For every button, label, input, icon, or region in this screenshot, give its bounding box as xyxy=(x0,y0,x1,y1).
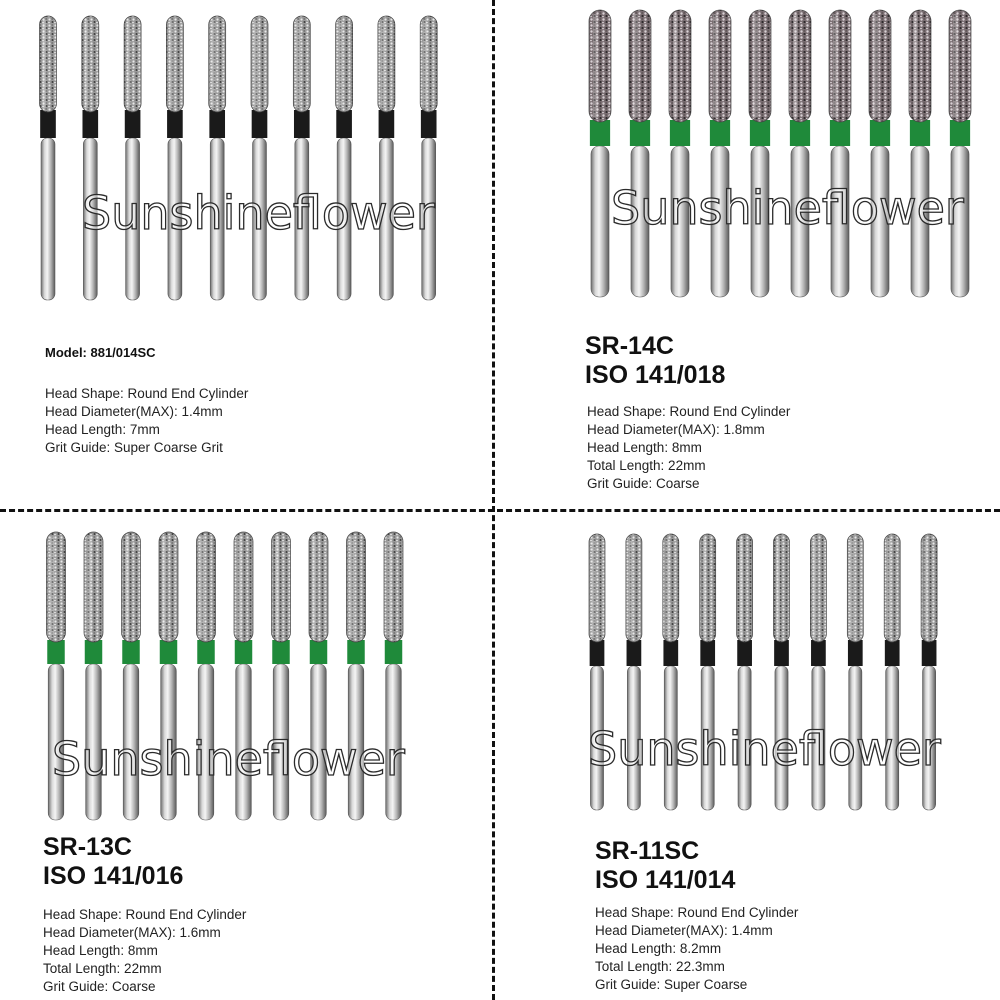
horizontal-divider xyxy=(0,509,1000,512)
bur-color-band xyxy=(82,110,98,138)
spec-head-length: Head Length: 8mm xyxy=(43,943,158,958)
bur-diamond-head xyxy=(84,532,103,642)
dental-bur xyxy=(909,10,931,297)
bur-row xyxy=(500,500,1000,830)
bur-shank xyxy=(41,138,55,300)
bur-highlight xyxy=(850,538,854,638)
bur-highlight xyxy=(813,538,817,638)
bur-diamond-head xyxy=(122,532,141,642)
model-label: Model: 881/014SC xyxy=(45,345,156,360)
dental-bur xyxy=(336,16,353,300)
bur-color-band xyxy=(670,120,690,146)
bur-diamond-head xyxy=(336,16,353,112)
spec-head-length: Head Length: 8mm xyxy=(587,440,702,455)
bur-color-band xyxy=(40,110,56,138)
bur-color-band xyxy=(197,640,214,664)
bur-color-band xyxy=(590,640,605,666)
spec-head-shape: Head Shape: Round End Cylinder xyxy=(43,907,247,922)
bur-highlight xyxy=(43,20,47,108)
bur-diamond-head xyxy=(209,16,226,112)
bur-row xyxy=(0,0,500,320)
bur-highlight xyxy=(125,536,129,638)
bur-color-band xyxy=(252,110,268,138)
bur-diamond-head xyxy=(921,534,937,642)
spec-grit-guide: Grit Guide: Super Coarse Grit xyxy=(45,440,223,455)
bur-diamond-head xyxy=(124,16,141,112)
bur-color-band xyxy=(167,110,183,138)
bur-color-band xyxy=(830,120,850,146)
bur-color-band xyxy=(590,120,610,146)
spec-total-length: Total Length: 22mm xyxy=(587,458,706,473)
bur-highlight xyxy=(592,538,596,638)
spec-head-length: Head Length: 7mm xyxy=(45,422,160,437)
bur-highlight xyxy=(873,14,878,118)
bur-color-band xyxy=(922,640,937,666)
bur-highlight xyxy=(296,20,300,108)
bur-highlight xyxy=(87,536,91,638)
bur-highlight xyxy=(350,536,354,638)
bur-color-band xyxy=(347,640,364,664)
bur-highlight xyxy=(776,538,780,638)
watermark: Sunshineflower xyxy=(588,722,941,776)
spec-grit-guide: Grit Guide: Coarse xyxy=(587,476,700,491)
iso-code: ISO 141/018 xyxy=(585,361,726,389)
bur-diamond-head xyxy=(749,10,771,122)
bur-diamond-head xyxy=(909,10,931,122)
bur-color-band xyxy=(272,640,289,664)
bur-color-band xyxy=(310,640,327,664)
product-panel-sr-13c xyxy=(0,500,500,1000)
bur-diamond-head xyxy=(309,532,328,642)
bur-diamond-head xyxy=(384,532,403,642)
bur-highlight xyxy=(887,538,891,638)
bur-diamond-head xyxy=(420,16,437,112)
dental-bur xyxy=(166,16,183,300)
bur-highlight xyxy=(381,20,385,108)
bur-diamond-head xyxy=(234,532,253,642)
vertical-divider xyxy=(492,0,495,1000)
bur-diamond-head xyxy=(82,16,99,112)
spec-total-length: Total Length: 22mm xyxy=(43,961,162,976)
bur-diamond-head xyxy=(293,16,310,112)
dental-bur xyxy=(293,16,310,300)
bur-color-band xyxy=(950,120,970,146)
bur-highlight xyxy=(85,20,89,108)
spec-list xyxy=(43,906,246,996)
bur-highlight xyxy=(169,20,173,108)
watermark: Sunshineflower xyxy=(82,186,435,240)
bur-diamond-head xyxy=(629,10,651,122)
spec-head-shape: Head Shape: Round End Cylinder xyxy=(595,905,799,920)
bur-diamond-head xyxy=(709,10,731,122)
bur-diamond-head xyxy=(663,534,679,642)
bur-diamond-head xyxy=(847,534,863,642)
bur-highlight xyxy=(200,536,204,638)
spec-head-diameter: Head Diameter(MAX): 1.6mm xyxy=(43,925,221,940)
bur-color-band xyxy=(811,640,826,666)
bur-color-band xyxy=(700,640,715,666)
bur-color-band xyxy=(209,110,225,138)
bur-highlight xyxy=(633,14,638,118)
bur-diamond-head xyxy=(589,10,611,122)
bur-diamond-head xyxy=(949,10,971,122)
spec-grit-guide: Grit Guide: Super Coarse xyxy=(595,977,748,992)
bur-diamond-head xyxy=(774,534,790,642)
bur-diamond-head xyxy=(197,532,216,642)
spec-head-diameter: Head Diameter(MAX): 1.8mm xyxy=(587,422,765,437)
bur-row xyxy=(0,500,500,840)
bur-color-band xyxy=(379,110,395,138)
bur-diamond-head xyxy=(159,532,178,642)
bur-color-band xyxy=(294,110,310,138)
dental-bur xyxy=(709,10,731,297)
dental-bur xyxy=(251,16,268,300)
bur-diamond-head xyxy=(626,534,642,642)
bur-highlight xyxy=(673,14,678,118)
bur-highlight xyxy=(666,538,670,638)
bur-color-band xyxy=(122,640,139,664)
bur-color-band xyxy=(750,120,770,146)
bur-diamond-head xyxy=(810,534,826,642)
bur-highlight xyxy=(162,536,166,638)
bur-highlight xyxy=(339,20,343,108)
spec-grit-guide: Grit Guide: Coarse xyxy=(43,979,156,994)
dental-bur xyxy=(82,16,99,300)
dental-bur xyxy=(40,16,57,300)
dental-bur xyxy=(629,10,651,297)
bur-highlight xyxy=(312,536,316,638)
dental-bur xyxy=(378,16,395,300)
dental-bur xyxy=(869,10,891,297)
bur-row xyxy=(500,0,1000,320)
bur-diamond-head xyxy=(589,534,605,642)
bur-color-band xyxy=(85,640,102,664)
bur-diamond-head xyxy=(378,16,395,112)
bur-highlight xyxy=(753,14,758,118)
bur-color-band xyxy=(385,640,402,664)
bur-highlight xyxy=(50,536,54,638)
dental-bur xyxy=(669,10,691,297)
bur-diamond-head xyxy=(700,534,716,642)
product-panel-sr-14c xyxy=(500,0,1000,500)
bur-color-band xyxy=(710,120,730,146)
bur-diamond-head xyxy=(789,10,811,122)
bur-highlight xyxy=(423,20,427,108)
iso-code: ISO 141/014 xyxy=(595,866,736,894)
bur-color-band xyxy=(235,640,252,664)
bur-color-band xyxy=(774,640,789,666)
bur-diamond-head xyxy=(737,534,753,642)
bur-color-band xyxy=(336,110,352,138)
product-panel-sr-11sc xyxy=(500,500,1000,1000)
bur-shank xyxy=(591,146,609,297)
spec-head-shape: Head Shape: Round End Cylinder xyxy=(587,404,791,419)
model-number: SR-14C xyxy=(585,332,674,360)
spec-total-length: Total Length: 22.3mm xyxy=(595,959,725,974)
bur-diamond-head xyxy=(251,16,268,112)
bur-diamond-head xyxy=(272,532,291,642)
bur-highlight xyxy=(953,14,958,118)
dental-bur xyxy=(589,10,611,297)
model-title xyxy=(585,332,725,390)
spec-list xyxy=(45,385,248,457)
bur-color-band xyxy=(627,640,642,666)
spec-list xyxy=(595,904,798,994)
bur-highlight xyxy=(254,20,258,108)
dental-bur xyxy=(209,16,226,300)
bur-highlight xyxy=(703,538,707,638)
bur-highlight xyxy=(387,536,391,638)
bur-diamond-head xyxy=(347,532,366,642)
bur-color-band xyxy=(160,640,177,664)
watermark: Sunshineflower xyxy=(611,181,964,235)
dental-bur xyxy=(829,10,851,297)
bur-highlight xyxy=(913,14,918,118)
bur-color-band xyxy=(663,640,678,666)
model-title xyxy=(595,837,735,895)
bur-color-band xyxy=(125,110,141,138)
spec-list xyxy=(587,403,790,493)
bur-color-band xyxy=(870,120,890,146)
bur-color-band xyxy=(885,640,900,666)
bur-color-band xyxy=(848,640,863,666)
bur-highlight xyxy=(593,14,598,118)
model-number: SR-13C xyxy=(43,833,132,861)
bur-diamond-head xyxy=(829,10,851,122)
bur-highlight xyxy=(739,538,743,638)
bur-highlight xyxy=(833,14,838,118)
bur-highlight xyxy=(629,538,633,638)
bur-diamond-head xyxy=(40,16,57,112)
dental-bur xyxy=(420,16,437,300)
bur-color-band xyxy=(790,120,810,146)
iso-code: ISO 141/016 xyxy=(43,862,184,890)
dental-bur xyxy=(749,10,771,297)
dental-bur xyxy=(949,10,971,297)
bur-highlight xyxy=(212,20,216,108)
bur-highlight xyxy=(127,20,131,108)
dental-bur xyxy=(789,10,811,297)
bur-highlight xyxy=(713,14,718,118)
spec-head-shape: Head Shape: Round End Cylinder xyxy=(45,386,249,401)
bur-diamond-head xyxy=(166,16,183,112)
model-title xyxy=(43,833,183,891)
dental-bur xyxy=(124,16,141,300)
bur-highlight xyxy=(275,536,279,638)
model-number: SR-11SC xyxy=(595,837,700,865)
bur-color-band xyxy=(421,110,437,138)
bur-diamond-head xyxy=(669,10,691,122)
spec-head-diameter: Head Diameter(MAX): 1.4mm xyxy=(45,404,223,419)
bur-color-band xyxy=(737,640,752,666)
product-panel-881-014sc xyxy=(0,0,500,500)
bur-highlight xyxy=(793,14,798,118)
spec-head-length: Head Length: 8.2mm xyxy=(595,941,722,956)
bur-diamond-head xyxy=(869,10,891,122)
watermark: Sunshineflower xyxy=(52,732,405,786)
bur-highlight xyxy=(237,536,241,638)
bur-color-band xyxy=(910,120,930,146)
bur-color-band xyxy=(47,640,64,664)
bur-diamond-head xyxy=(884,534,900,642)
bur-diamond-head xyxy=(47,532,66,642)
bur-color-band xyxy=(630,120,650,146)
spec-head-diameter: Head Diameter(MAX): 1.4mm xyxy=(595,923,773,938)
bur-highlight xyxy=(924,538,928,638)
